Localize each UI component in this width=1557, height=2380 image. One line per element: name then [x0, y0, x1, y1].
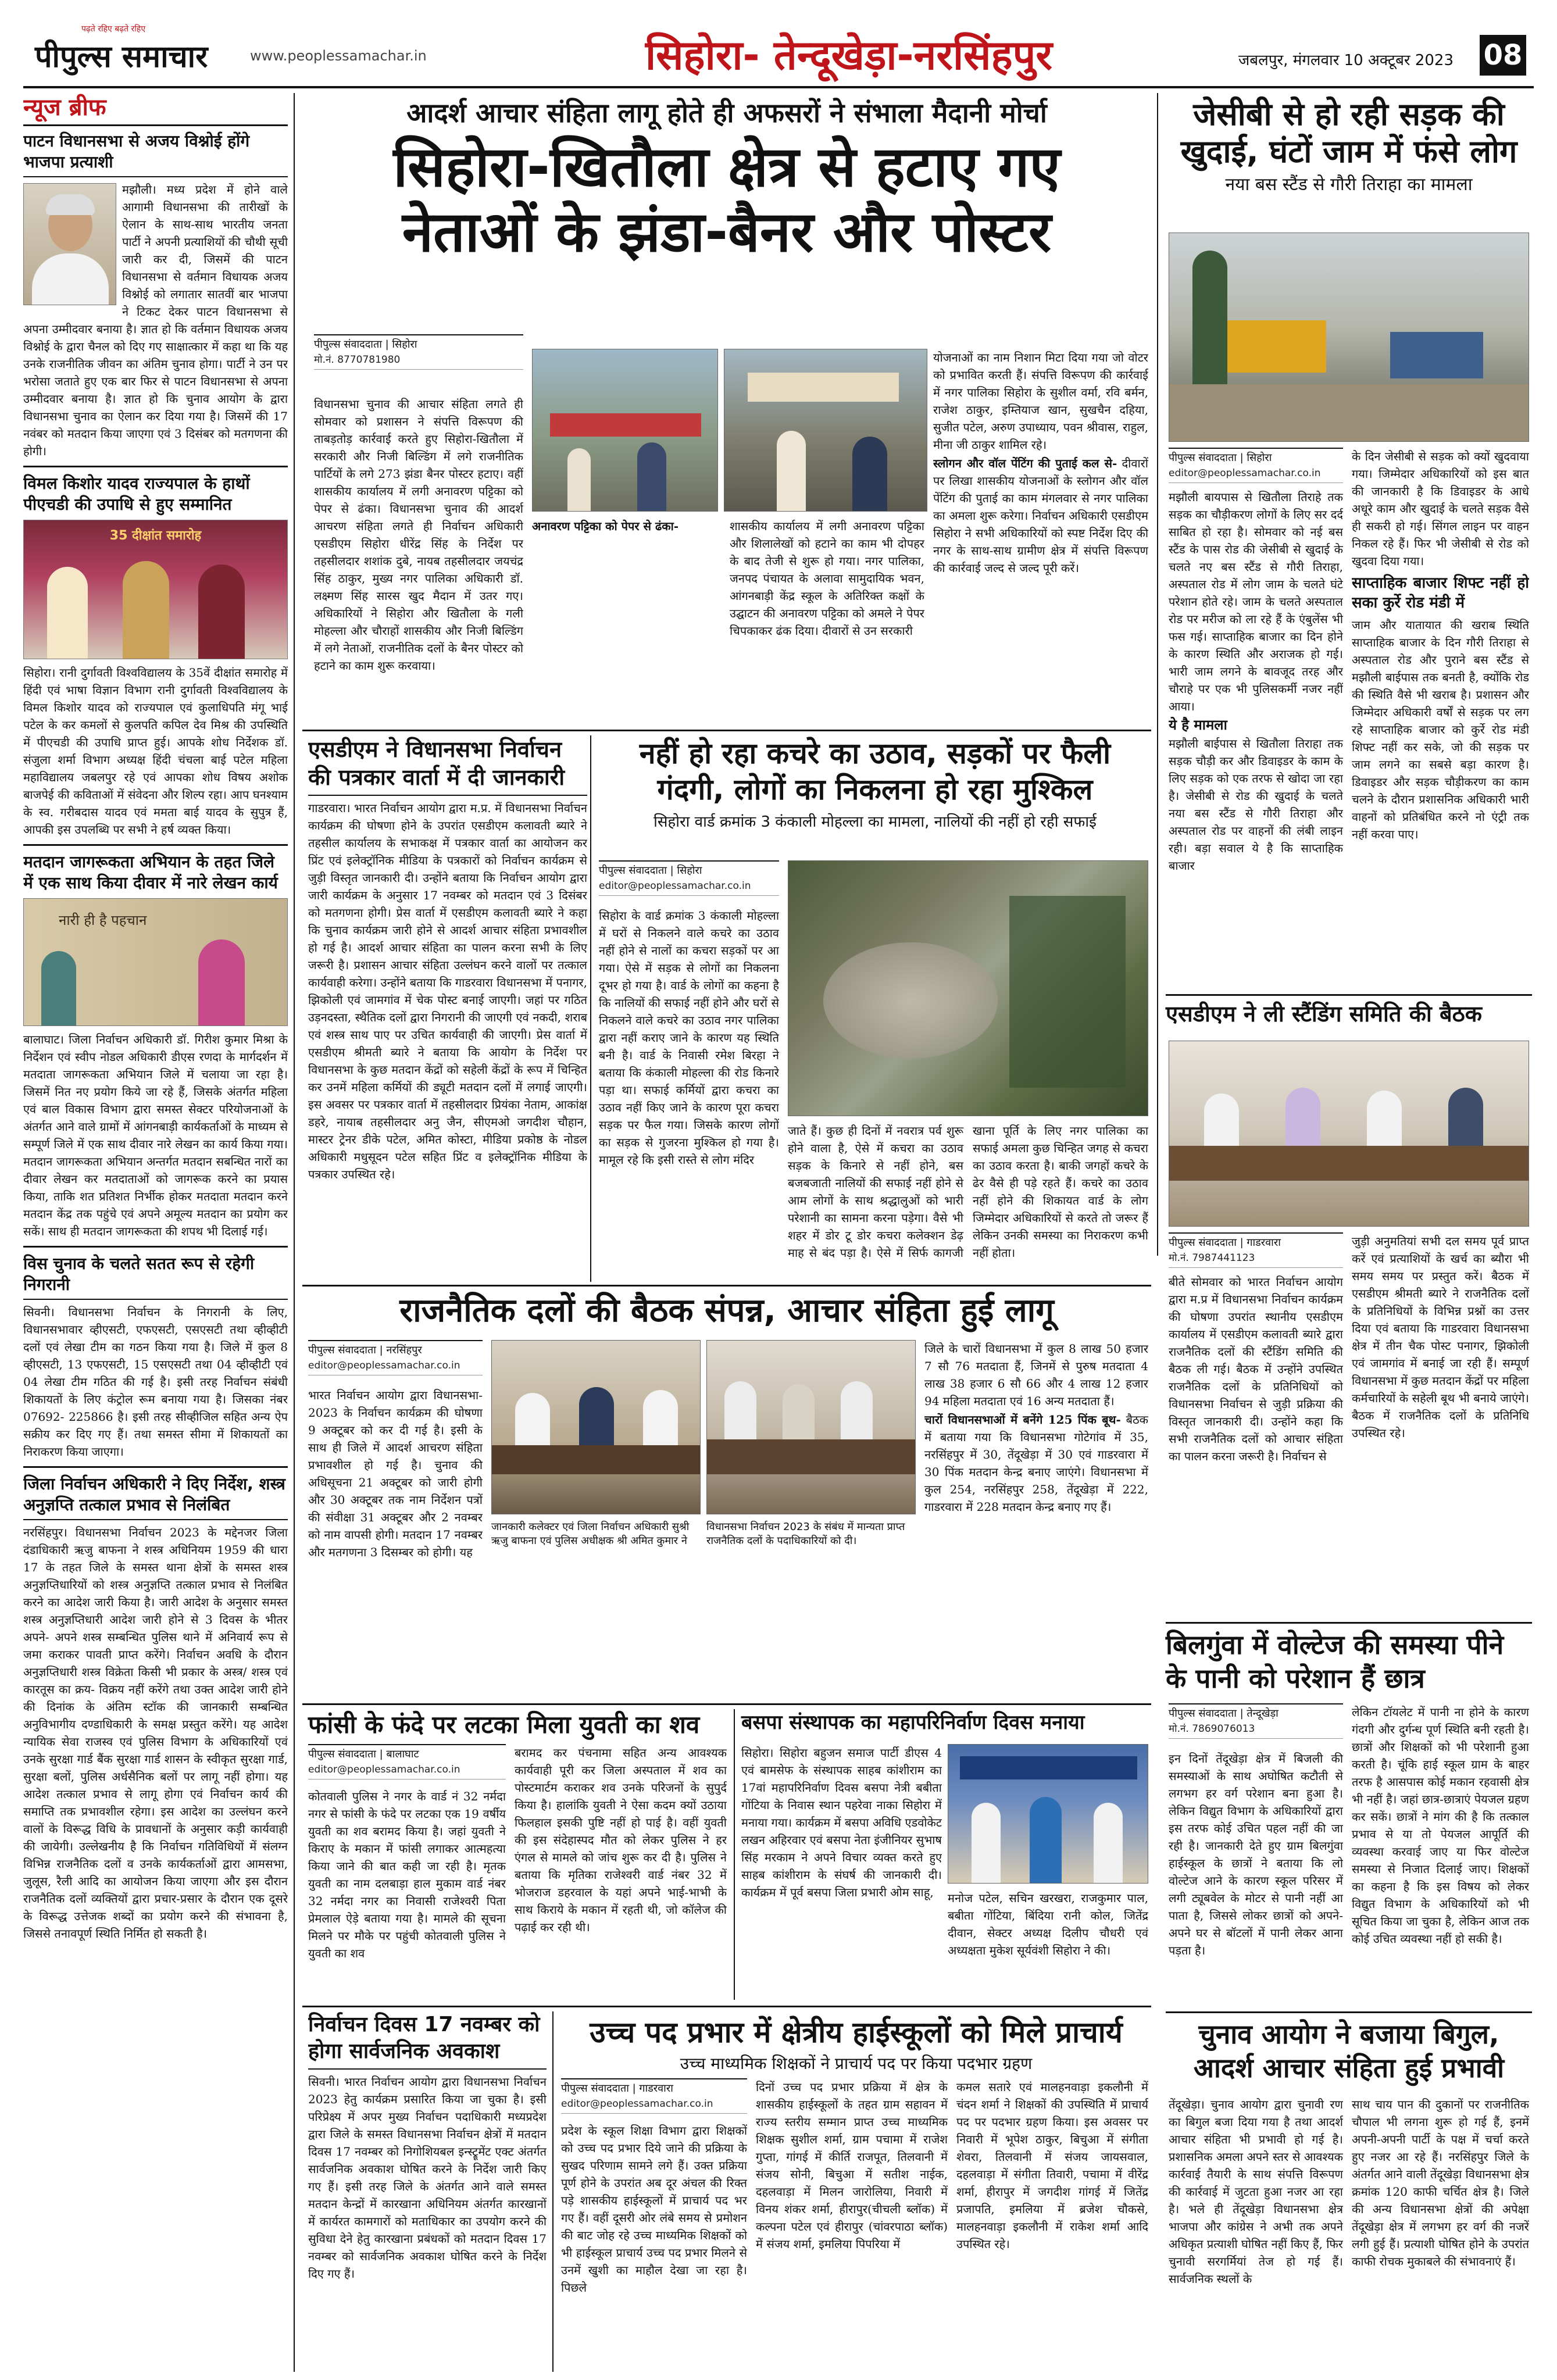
hanging-byline — [308, 1744, 506, 1783]
lead-col4-subtext: दीवारों पर लिखा शासकीय योजनाओं के स्लोगन और वॉल पेंटिंग की पुताई का काम मंगलवार से नगर पालिका का अमला शुरू करेगा। निर्वाचन अधिकारी एसडीएम सिहोरा ने सभी अधिकारियों को स्पष्ट निर्देश दिए की नगर के साथ-साथ ग्रामीण क्षेत्र में संपत्ति विरूपण की कार्रवाई जल्द से जल्द पूरी करें। — [933, 456, 1148, 575]
jcb-col1b-text: मझौली बाईपास से खितौला तिराहा तक सड़क चौड़ी कर और डिवाइडर के काम के लिए सड़क को एक तरफ से खोदा जा रहा है। जेसीबी से रोड की खुदाई के चलते नया बस स्टैंड से गौरी तिराहा और अस्पताल रोड पर वाहनों की लंबी लाइन रही। बड़ा सवाल ये है कि साप्ताहिक बाजार — [1169, 737, 1343, 873]
lead-byline — [314, 334, 523, 373]
hanging-story — [308, 1709, 727, 1741]
logo: पीपुल्स समाचार — [35, 40, 208, 74]
jcb-photo — [1169, 233, 1529, 442]
jcb-email: editor@peoplessamachar.co.in — [1169, 467, 1321, 479]
parties-byline-name: पीपुल्स संवाददाता | नरसिंहपुर — [308, 1344, 422, 1356]
jcb-col1 — [1169, 488, 1343, 988]
dateline: जबलपुर, मंगलवार 10 अक्टूबर 2023 — [1238, 52, 1454, 69]
voltage-byline-name: पीपुल्स संवाददाता | तेन्दूखेड़ा — [1169, 1707, 1279, 1720]
hanging-email: editor@peoplessamachar.co.in — [308, 1764, 460, 1775]
brief-item — [23, 473, 288, 838]
brief-headline: पाटन विधानसभा से अजय विश्नोई होंगे भाजपा प्रत्याशी — [23, 131, 250, 171]
jcb-subhead-3: साप्ताहिक बाजार शिफ्ट नहीं हो सका कुर्रे रोड मंडी में — [1352, 574, 1529, 612]
lead-col1: विधानसभा चुनाव की आचार संहिता लगते ही सोमवार को प्रशासन ने संपत्ति विरूपण की ताबड़तोड़ कार्रवाई करते हुए सिहोरा-खितौला में सरकारी और निजी बिल्डिंग में लगे राजनीतिक पार्टियों के लगे 273 झंडा बैनर पोस्टर हटाए। वहीं शासकीय कार्यालय में लगी अनावरण पट्टिका को पेपर से ढंका। विधानसभा चुनाव की आदर्श आचरण संहिता लगते ही निर्वाचन अधिकारी एसडीएम सिहोरा धीरेंद्र सिंह के निर्देश पर तहसीलदार शशांक दुबे, नायब तहसीलदार जयचंद्र सिंह ठाकुर, मुख्य नगर पालिका अधिकारी डॉ. लक्ष्मण सिंह सारस खुद मैदान में उतर गए। अधिकारियों ने सिहोरा और खितौला के गली मोहल्ला और चौराहों शासकीय और निजी बिल्डिंग में लगे नेताओं, राजनीतिक दलों के बैनर पोस्टर को हटाने का काम शुरू करवाया। — [314, 397, 523, 673]
jcb-col2b-text: जाम और यातायात की खराब स्थिति साप्ताहिक बाजार के दिन गौरी तिराहा से अस्पताल रोड और पुराने बस स्टैंड से मझौली बाईपास तक बनती है, क्योंकि रोड की स्थिति वैसे भी खराब है। प्रशासन और जिम्मेदार अधिकारी वर्षों से सड़क पर लग रहे साप्ताहिक बाजार को कुर्रे रोड मंडी शिफ्ट नहीं कर सके, जो की सड़क पर जाम लगने का सबसे बड़ा कारण है। डिवाइडर और सड़क चौड़ीकरण का काम चलने के दौरान प्रशासनिक अधिकारी भारी वाहनों को प्रतिबंधित करने नो एंट्री तक नहीं करवा पाए। — [1352, 618, 1529, 841]
lead-col4 — [933, 349, 1148, 727]
parties-byline — [308, 1340, 483, 1379]
hanging-col1: कोतवाली पुलिस ने नगर के वार्ड नं 32 नर्मदा नगर से फांसी के फंदे पर लटका एक 19 वर्षीय युवती का शव बरामद किया है। जहां युवती ने किराए के मकान में फांसी लगाकर आत्महत्या किया जाने की बात कही जा रही है। मृतक युवती का नाम दलबाड़ा हाल मुकाम वार्ड नंबर 32 नर्मदा नगर का निवासी राजेश्वरी पिता प्रेमलाल ऐड़े बताया गया है। मामले की सूचना मिलने पर मौके पर पहुंची कोतवाली पुलिस ने युवती का शव — [308, 1789, 506, 1960]
voltage-col2: लेकिन टॉयलेट में पानी ना होने के कारण गंदगी और दुर्गन्ध पूर्ण स्थिति बनी रहती है। छात्रों और शिक्षकों को भी परेशानी हुआ करती है। चूंकि हाई स्कूल ग्राम के बाहर तरफ है आसपास कोई मकान रहवासी क्षेत्र भी नहीं है। जहां छात्र-छात्राएं पेयजल ग्रहण कर सकें। छात्रों ने मांग की है कि तत्काल प्रभाव से या तो पेयजल आपूर्ति की व्यवस्था करवाई जाए या फिर वोल्टेज समस्या से निजात दिलाई जाए। शिक्षकों का कहना है कि इस विषय को लेकर विद्युत विभाग के अधिकारियों को भी सूचित किया जा चुका है, लेकिन आज तक कोई उचित व्यवस्था नहीं हो सकी है। — [1352, 1705, 1529, 1946]
brief-photo-portrait — [23, 183, 116, 305]
promotion-col3: कमल सतारे एवं मालहनवाड़ा इकलौनी में चंदन शर्मा ने शिक्षकों की उपस्थिति में प्राचार्य पद पर पदभार ग्रहण किया। इस अवसर पर निवारी में भूपेश ठाकुर, बिचुआ में संगीता शेवरा, तिलवानी में संजय जायसवाल, दहलवाड़ा में संगीता तिवारी, पचामा में वीरेंद्र शर्मा, हीरापुर में जगदीश गांगई में जितेंद्र प्रजापति, इमलिया में ब्रजेश चौकसे, मालहनवाड़ा इकलौनी में राकेश शर्मा आदि उपस्थित रहे। — [956, 2080, 1148, 2251]
committee-story — [1166, 1000, 1532, 1028]
jcb-subhead: नया बस स्टैंड से गौरी तिराहा का मामला — [1225, 174, 1473, 195]
brief-item — [23, 852, 288, 1240]
bugle-headline: चुनाव आयोग ने बजाया बिगुल, आदर्श आचार संहिता हुई प्रभावी — [1193, 2018, 1505, 2084]
lead-byline-name: पीपुल्स संवाददाता | सिहोरा — [314, 338, 417, 351]
brief-item — [23, 1474, 288, 1942]
brief-headline: मतदान जागरूकता अभियान के तहत जिले में एक साथ किया दीवार में नारे लेखन कार्य — [23, 852, 278, 892]
promotion-story — [561, 2014, 1151, 2075]
jcb-col2 — [1352, 448, 1529, 988]
garbage-headline-1: नहीं हो रहा कचरे का उठाव, सड़कों पर फैली — [639, 737, 1111, 770]
jcb-col2-text: के दिन जेसीबी से सड़क को क्यों खुदवाया गया। जिम्मेदार अधिकारियों को इस बात की जानकारी है कि डिवाइडर के आधे अधूरे काम और खुदाई के चलते सड़क वैसे ही सकरी हो गई। सिंगल लाइन पर वाहन निकल रहे हैं। फिर भी जेसीबी से रोड को खुदवा दिया गया। — [1352, 449, 1529, 568]
committee-col1: बीते सोमवार को भारत निर्वाचन आयोग द्वारा म.प्र में विधानसभा निर्वाचन कार्यक्रम की घोषणा उपरांत स्थानीय एसडीएम कार्यालय में एसडीएम कलावती ब्यारे द्वारा राजनैतिक दलों की स्टैंडिंग समिति की बैठक ली गई। बैठक में उन्होंने उपस्थित राजनैतिक दलों के प्रतिनिधियों को विधानसभा निर्वाचन से जुड़ी प्रक्रिया की विस्तृत जानकारी दी। उन्होंने कहा कि सभी राजनैतिक दलों को आचार संहिता का पालन करना जरूरी है। निर्वाचन से — [1169, 1275, 1343, 1463]
hanging-col2: बरामद कर पंचनामा सहित अन्य आवश्यक कार्यवाही पूरी कर जिला अस्पताल में शव का पोस्टमार्टम कराकर शव उनके परिजनों के सुपुर्द किया है। हालांकि युवती ने ऐसा कदम क्यों उठाया फिलहाल इसकी पुष्टि नहीं हो पाई है। वहीं युवती की इस संदेहास्पद मौत को लेकर पुलिस ने हर एंगल से मामले को जांच शुरू कर दी है। पुलिस ने बताया कि मृतिका राजेश्वरी वार्ड नंबर 32 में भोजराज डहरवाल के यहां अपने भाई-भाभी के साथ किराये के मकान में रहती थी, जो कॉलेज की पढ़ाई कर रही थी। — [515, 1746, 727, 1934]
sdm-headline: एसडीएम ने विधानसभा निर्वाचन की पत्रकार वार्ता में दी जानकारी — [308, 737, 565, 790]
parties-photo-2 — [706, 1340, 916, 1514]
logo-tagline: पढ़ते रहिए बढ़ते रहिए — [81, 24, 146, 34]
promotion-subhead: उच्च माध्यमिक शिक्षकों ने प्राचार्य पद पर किया पदभार ग्रहण — [680, 2054, 1033, 2073]
brief-text: मझौली। मध्य प्रदेश में होने वाले आगामी विधानसभा की तारीखों के ऐलान के साथ-साथ भारतीय जनता पार्टी ने अपनी प्रत्याशियों की चौथी सूची जारी कर दी, जिसमें की पाटन विधानसभा से वर्तमान विधायक अजय विश्नोई को लगातार सातवीं बार भाजपा ने टिकट देकर पाटन विधानसभा से अपना उम्मीदवार बनाया है। ज्ञात हो कि वर्तमान विधायक अजय विश्नोई के द्वारा चैनल को दिए गए साक्षात्कार में कहा था कि यह उनके राजनीतिक जीवन का अंतिम चुनाव होगा। पार्टी ने उन पर भरोसा जताते हुए एक बार फिर से पाटन विधानसभा से अपना उम्मीदवार बनाया है। ज्ञात हो कि चुनाव आयोग के द्वारा विधानसभा चुनाव का ऐलान कर दिया गया है। जिसमें की 17 नवंबर को मतदान किया जाएगा एवं 3 दिसंबर को मतगणना की होगी। — [23, 183, 288, 458]
lead-col4-subhead: स्लोगन और वॉल पेंटिंग की पुताई कल से- — [933, 456, 1117, 470]
brief-text: बालाघाट। जिला निर्वाचन अधिकारी डॉ. गिरीश कुमार मिश्रा के निर्देशन एवं स्वीप नोडल अधिकारी डीएस रणदा के मार्गदर्शन में मतदाता जागरूकता अभियान जिले में चलाया जा रहा है। जिसमें नित नए प्रयोग किये जा रहे हैं, जिसके अंतर्गत महिला एवं बाल विकास विभाग द्वारा समस्त सेक्टर परियोजनाओं के अंतर्गत आने वाले ग्रामों में आंगनबाड़ी कार्यकर्ताओं के माध्यम से सम्पूर्ण जिले में एक साथ दीवार नारे लेखन का कार्य किया गया। मतदान जागरूकता अभियान अन्तर्गत मतदान सबन्धित नारों का दीवार लेखन कर मतदाताओं को जागरूक करने का प्रयास किया, ताकि शत प्रतिशत निर्भीक होकर मतदाता मतदान करने मतदान केंद्र तक पहुंचे एवं अपने अमूल्य मतदान का प्रयोग कर सकें। साथ ही मतदान जागरूकता की शपथ भी दिलाई गई। — [23, 1032, 288, 1238]
news-brief-label: न्यूज ब्रीफ — [23, 94, 106, 121]
brief-photo-wall: नारी ही है पहचान — [23, 898, 288, 1026]
committee-mobile: मो.नं. 7987441123 — [1169, 1252, 1255, 1264]
parties-col2-subhead: चारों विधानसभाओं में बनेंगे 125 पिंक बूथ- — [924, 1413, 1121, 1427]
promotion-email: editor@peoplessamachar.co.in — [561, 2098, 713, 2110]
hanging-headline: फांसी के फंदे पर लटका मिला युवती का शव — [308, 1710, 700, 1739]
garbage-byline-name: पीपुल्स संवाददाता | सिहोरा — [599, 864, 702, 877]
jcb-subhead-2: ये है मामला — [1169, 717, 1227, 733]
committee-headline: एसडीएम ने ली स्टैंडिंग समिति की बैठक — [1166, 1001, 1482, 1027]
committee-col2: जुड़ी अनुमतियां सभी दल समय पूर्व प्राप्त करें एवं प्रत्याशियों के खर्च का ब्यौरा भी समय समय पर प्रस्तुत करें। बैठक में एसडीएम श्रीमती ब्यारे ने राजनैतिक दलों के प्रतिनिधियों के विभिन्न प्रश्नों का उत्तर दिया एवं बताया कि गाडरवारा विधानसभा क्षेत्र में तीन चैक पोस्ट पनागर, झिकोली एवं जामगांव में बनाई जा रही हैं। सम्पूर्ण विधानसभा में कुछ मतदान केंद्रों पर महिला कर्मचारियों के सहेली बूथ भी बनाये जाएंगे। बैठक में राजनैतिक दलों के प्रतिनिधि उपस्थित रहे। — [1352, 1234, 1529, 1440]
brief-text: सिहोरा। रानी दुर्गावती विश्वविद्यालय के 35वें दीक्षांत समारोह में हिंदी एवं भाषा विज्ञान विभाग रानी दुर्गावती विश्वविद्यालय के विमल किशोर यादव को राज्यपाल एवं कुलाधिपति मंगू भाई पटेल के कर कमलों से कुलपति कपिल देव मिश्र की उपस्थिति में पीएचडी की उपाधि प्राप्त हुई। आपके शोध निर्देशक डॉ. संजुला शर्मा विभाग अध्यक्ष हिंदी चंचला बाई पटेल महिला महाविद्यालय जबलपुर रहे एवं आपका शोध विषय अशोक बाजपेई की कविताओं में संवेदना और शिल्प रहा। आप घनश्याम के स्व. गरीबदास यादव एवं ममता बाई यादव के सुपुत्र हैं, आपकी इस उपलब्धि पर सभी ने हर्ष व्यक्त किया। — [23, 666, 288, 837]
lead-kicker: आदर्श आचार संहिता लागू होते ही अफसरों ने संभाला मैदानी मोर्चा — [406, 97, 1047, 128]
promotion-headline: उच्च पद प्रभार में क्षेत्रीय हाईस्कूलों को मिले प्राचार्य — [590, 2016, 1123, 2049]
jcb-byline — [1169, 448, 1343, 487]
promotion-col1: प्रदेश के स्कूल शिक्षा विभाग द्वारा शिक्षकों को उच्च पद प्रभार दिये जाने की प्रक्रिया के सुखद परिणाम सामने लगे हैं। उक्त प्रक्रिया पूर्ण होने के उपरांत अब दूर अंचल की रिक्त पड़े शासकीय हाईस्कूलों में प्राचार्य पद भर गए हैं। वहीं दूसरी ओर लंबे समय से प्रमोशन की बाट जोह रहे उच्च माध्यमिक शिक्षकों को भी हाईस्कूल प्राचार्य उच्च पद प्रभार मिलने से उनमें खुशी का माहौल देखा जा रहा है। पिछले — [561, 2124, 747, 2295]
voltage-story — [1166, 1628, 1532, 1695]
parties-photo-1-caption: जानकारी कलेक्टर एवं जिला निर्वाचन अधिकारी सुश्री ऋजु बाफना एवं पुलिस अधीक्षक श्री अमित कुमार ने — [491, 1521, 690, 1547]
jcb-byline-name: पीपुल्स संवाददाता | सिहोरा — [1169, 452, 1272, 464]
bugle-story — [1166, 2017, 1532, 2085]
bsp-photo — [948, 1744, 1148, 1884]
lead-photo-caption-label: अनावरण पट्टिका को पेपर से ढंका- — [532, 519, 679, 533]
lead-mobile: मो.नं. 8770781980 — [314, 354, 401, 366]
garbage-col2: जाते हैं। कुछ ही दिनों में नवरात्र पर्व शुरू होने वाला है, ऐसे में कचरा का उठाव सड़क के किनारे से नहीं होने, बस बजबजाती नालियों की सफाई नहीं होने से आम लोगों के साथ श्रद्धालुओं को भारी परेशानी का सामना करना पड़ेगा। वैसे भी शहर में डोर टू डोर कचरा कलेक्शन डेढ़ माह से बंद पड़ा है। ऐसे में सिर्फ कागजी खाना पूर्ति के लिए नगर पालिका का सफाई अमला कुछ चिन्हित जगह से कचरा का उठाव करता है। बाकी जगहों कचरे के ढेर वैसे ही पड़े रहते हैं। कचरे का उठाव नहीं होने की शिकायत वार्ड के लोग जिम्मेदार अधिकारियों से करते तो जरूर हैं लेकिन उनकी समस्या का निराकरण कभी नहीं होता। — [788, 1124, 1148, 1260]
garbage-story — [599, 735, 1151, 833]
parties-story — [302, 1291, 1151, 1331]
hanging-byline-name: पीपुल्स संवाददाता | बालाघाट — [308, 1748, 419, 1760]
garbage-headline-2: गंदगी, लोगों का निकलना हो रहा मुश्किल — [657, 773, 1093, 806]
committee-byline-name: पीपुल्स संवाददाता | गाडरवारा — [1169, 1237, 1281, 1249]
sdm-text: गाडरवारा। भारत निर्वाचन आयोग द्वारा म.प्र. में विधानसभा निर्वाचन कार्यक्रम की घोषणा होने के उपरांत एसडीएम कलावती ब्यारे ने तहसील कार्यालय के सभाकक्ष में पत्रकार वार्ता का आयोजन कर प्रिंट एवं इलेक्ट्रॉनिक मीडिया के पत्रकारों को निर्वाचन कार्यक्रम से जुड़ी विस्तृत जानकारी दी। उन्होंने बताया कि निर्वाचन आयोग द्वारा जारी कार्यक्रम के अनुसार 17 नवम्बर को मतदान एवं 3 दिसंबर को मतगणना होगी। प्रेस वार्ता में एसडीएम कलावती ब्यारे ने कहा कि चुनाव कार्यक्रम जारी होने से आदर्श आचार संहिता प्रभावशील हो गई है। आदर्श आचार संहिता का पालन करना सभी के लिए जरूरी है। प्रशासन आचार संहिता उल्लंघन करने वालों पर तत्काल कार्यवाही करेगा। उन्होंने बताया कि गाडरवारा विधानसभा में पनागर, झिकोली एवं जामगांव में चेक पोस्ट बनाई जाएगी। जहां पर गठित उड़नदस्ता, स्थैतिक दलों द्वारा निगरानी की जाएगी एवं नकदी, शराब एवं शस्त्र साथ पाए पर उचित कार्यवाही की जाएगी। प्रेस वार्ता में एसडीएम श्रीमती ब्यारे ने बताया कि आयोग के निर्देश पर विधानसभा के कुछ मतदान केंद्रों को सहेली केंद्रों के रूप में चिन्हित कर उनमें महिला कर्मियों की ड्यूटी मतदान दलों में लगाई जाएगी। इस अवसर पर पत्रकार वार्ता में तहसीलदार प्रियंका नेताम, आकांक्ष डहरे, नायाब तहसीलदार अनु जैन, सीएमओ जगदीश चौहान, मास्टर ट्रेनर डीके पटेल, अमित कोस्टा, मीडिया प्रकोष्ठ के नोडल अधिकारी मधुसूदन पटेल सहित प्रिंट व इलेक्ट्रॉनिक मीडिया के पत्रकार उपस्थित रहे। — [308, 801, 587, 1181]
brief-photo-convocation: 35 दीक्षांत समारोह — [23, 520, 288, 659]
bsp-caption: मनोज पटेल, सचिन खरखरा, राजकुमार पाल, बबीता गोंटिया, बिंदिया रानी कोल, जितेंद्र दीवान, सेक्टर अध्यक्ष दिलीप चौधरी एवं अध्यक्षता मुकेश सूर्यवंशी सिहोरा ने की। — [948, 1891, 1148, 1957]
lead-headline-1: सिहोरा-खितौला क्षेत्र से हटाए गए — [393, 134, 1060, 199]
parties-headline: राजनैतिक दलों की बैठक संपन्न, आचार संहिता हुई लागू — [399, 1292, 1054, 1330]
parties-photo-1 — [491, 1340, 701, 1514]
lead-col4-text: योजनाओं का नाम निशान मिटा दिया गया जो वोटर को प्रभावित करती हैं। संपत्ति विरूपण की कार्रवाई में नगर पालिका सिहोरा के सुशील वर्मा, रवि बर्मन, राजेश ठाकुर, इम्तियाज खान, सुखचैन दहिया, सुजीत पटेल, अरुण उपाध्याय, पवन श्रीवास, राहुल, मीना जी ठाकुर शामिल रहे। — [933, 351, 1148, 452]
bsp-headline: बसपा संस्थापक का महापरिनिर्वाण दिवस मनाया — [741, 1711, 1085, 1734]
committee-byline — [1169, 1232, 1343, 1271]
bugle-col2: साथ चाय पान की दुकानों पर राजनीतिक चौपाल भी लगना शुरू हो गई हैं, इनमें अपनी-अपनी पार्टी के पक्ष में चर्चा करते हुए नजर आ रहे हैं। नरसिंहपुर जिले के अंतर्गत आने वाली तेंदूखेड़ा विधानसभा क्षेत्र क्रमांक 120 काफी चर्चित क्षेत्र है। जिले की अन्य विधानसभा क्षेत्रों की अपेक्षा तेंदूखेड़ा क्षेत्र में लगभग हर वर्ग की नजरें लगी हुई हैं। प्रत्याशी घोषित होने के उपरांत काफी रोचक मुकाबले की संभावनाएं हैं। — [1352, 2097, 1529, 2268]
promotion-byline — [561, 2078, 747, 2117]
brief-text: नरसिंहपुर। विधानसभा निर्वाचन 2023 के मद्देनजर जिला दंडाधिकारी ऋजु बाफना ने शस्त्र अधिनियम 1959 की धारा 17 के तहत जिले के समस्त थाना क्षेत्रों के समस्त शस्त्र अनुज्ञप्तिधारियों को शस्त्र अनुज्ञप्ति तत्काल प्रभाव से निलंबित करने का आदेश जारी किया है। जारी आदेश के अनुसार समस्त शस्त्र अनुज्ञप्तिधारी आदेश जारी होने से 3 दिवस के भीतर अपने- अपने शस्त्र सम्बन्धित पुलिस थाने में अनिवार्य रूप से जमा कराकर पावती प्राप्त करेंगे। निर्वाचन अवधि के दौरान अनुज्ञप्तिधारी शस्त्र विक्रेता किसी भी प्रकार के अस्त्र/ शस्त्र एवं कारतूस का क्रय- विक्रय नहीं करेंगे तथा उक्त आदेश जारी होने की दिनांक के अंतिम स्टॉक की जानकारी सम्बन्धित अनुविभागीय दण्डाधिकारी के समक्ष प्रस्तुत करेंगे। यह आदेश न्यायिक सेवा राजस्व एवं पुलिस विभाग के अधिकारियों एवं उनके सुरक्षा गार्ड बैंक सुरक्षा गार्ड शासन के स्वीकृत सुरक्षा गार्ड, सुरक्षा बलों, पुलिस अर्धसैनिक बलों पर लागू नहीं होगा। यह आदेश तत्काल प्रभाव से लागू होगा एवं निर्वाचन कार्य की समाप्ति तक प्रभावशील रहेगा। इस आदेश का उल्लंघन करने वालों के विरूद्ध विधि के प्रावधानों के अनुसार कड़ी कार्यवाही की जायेगी। उल्लेखनीय है कि निर्वाचन गतिविधियों में संलग्न विभिन्न राजनैतिक दलों व उनके कार्यकर्ताओं द्वारा आमसभा, जुलूस, रैली आदि का आयोजन किया जाएगा और इस दौरान राजनैतिक दलों व्यक्तियों द्वारा प्रचार-प्रसार के दौरान एक दूसरे के विरूद्ध उत्तेजक शब्दों का प्रयोग करने की संभावना है, जिससे तनावपूर्ण स्थिति निर्मित हो सकती है। — [23, 1525, 288, 1941]
brief-headline: विस चुनाव के चलते सतत रूप से रहेगी निगरानी — [23, 1254, 255, 1294]
brief-item — [23, 1253, 288, 1460]
section-title: सिहोरा- तेन्दूखेड़ा-नरसिंहपुर — [645, 31, 1052, 79]
bsp-story — [741, 1709, 1151, 1736]
garbage-col1: सिहोरा के वार्ड क्रमांक 3 कंकाली मोहल्ला में घरों से निकलने वाले कचरे का उठाव नहीं होने से नालों का कचरा सड़कों पर आ गया। ऐसे में सड़क से लोगों का निकलना दूभर हो गया है। वार्ड के लोगों का कहना है कि नालियों की सफाई नहीं होने और घरों से निकलने वाले कचरे का उठाव नगर पालिका द्वारा नहीं कराए जाने के कारण यह स्थिति बनी है। वार्ड के निवासी रमेश बिरहा ने बताया कि कंकाली मोहल्ला की रोड किनारे पड़ा था। सफाई कर्मियों द्वारा कचरा का उठाव नहीं किए जाने के कारण पूरा कचरा सड़क पर फैल गया। जिसके कारण लोगों का सड़क से गुजरना मुश्किल हो गया है। मामूल रहे कि इसी रास्ते से लोग मंदिर — [599, 909, 779, 1167]
site-url: www.peoplessamachar.in — [250, 48, 427, 64]
parties-col2-subtext: बैठक में बताया गया कि विधानसभा गोटेगांव में 35, नरसिंहपुर में 30, तेंदूखेड़ा में 30 एवं गाडरवारा में 30 पिंक मतदान केन्द्र बनाए जाएंगे। विधानसभा में कुल 254, नरसिंहपुर 258, तेंदूखेड़ा में 222, गाडरवारा में 228 मतदान केन्द्र बनाए गए हैं। — [924, 1413, 1148, 1514]
lead-headline-2: नेताओं के झंडा-बैनर और पोस्टर — [402, 199, 1052, 265]
garbage-byline — [599, 860, 779, 899]
parties-email: editor@peoplessamachar.co.in — [308, 1360, 460, 1371]
sdm-story — [308, 735, 587, 1282]
jcb-story — [1166, 96, 1532, 196]
brief-text: सिवनी। विधानसभा निर्वाचन के निगरानी के लिए, विधानसभावार व्हीएसटी, एफएसटी, एसएसटी तथा व्हीव्हीटी दलों एवं लेखा टीम का गठन किया गया है। जिले में कुल 8 व्हीएसटी, 13 एफएसटी, 15 एसएसटी तथा 04 व्हीव्हीटी एवं 04 लेखा टीम गठित की गई है। इसी तरह निर्वाचन संबंधी शिकायतों के लिए कंट्रोल रूम बनाया गया है। जिसका नंबर 07692- 225866 है। इसी तरह सीव्हीजिल सहित अन्य ऐप सक्रीय कर दिए गए हैं। तथा समस्त सीमा में शिकायतों का निराकरण किया जाएगा। — [23, 1305, 288, 1459]
voltage-headline: बिलगुंवा में वोल्टेज की समस्या पीने के पानी को परेशान हैं छात्र — [1166, 1629, 1504, 1694]
promotion-col2: दिनों उच्च पद प्रभार प्रक्रिया में क्षेत्र के शासकीय हाईस्कूलों के तहत ग्राम सहावन में राज्य स्तरीय सम्मान प्राप्त उच्च माध्यमिक शिक्षक सुशील शर्मा, ग्राम पचामा में राजेश गुप्ता, गांगई में कीर्ति राजपूत, तिलवानी में संजय सोनी, बिचुआ में सतीश नाईक, दहलवाड़ा में मिलन जारोलिया, निवारी में विनय शंकर शर्मा, हीरापुर(चीचली ब्लॉक) में कल्पना पटेल एवं हीरापुर (चांवरपाठा ब्लॉक) में संजय शर्मा, इमलिया पिपरिया में — [756, 2080, 948, 2251]
holiday-story — [308, 2011, 547, 2372]
jcb-headline: जेसीबी से हो रही सड़क की खुदाई, घंटों जाम में फंसे लोग — [1180, 96, 1517, 170]
parties-col2-text: जिले के चारों विधानसभा में कुल 8 लाख 50 हजार 7 सौ 76 मतदाता हैं, जिनमें से पुरुष मतदाता 4 लाख 38 हजार 6 सौ 66 और 4 लाख 12 हजार 94 महिला मतदाता एवं 16 अन्य मतदाता हैं। — [924, 1342, 1148, 1408]
parties-col1: भारत निर्वाचन आयोग द्वारा विधानसभा- 2023 के निर्वाचन कार्यक्रम की घोषणा 9 अक्टूबर को कर दी गई है। इसी के साथ ही जिले में आदर्श आचरण संहिता प्रभावशील हो गई है। चुनाव की अधिसूचना 21 अक्टूबर को जारी होगी और 30 अक्टूबर तक नाम निर्देशन पत्रों की संवीक्षा 31 अक्टूबर और 2 नवम्बर को नाम वापसी होगी। मतदान 17 नवम्बर और मतगणना 3 दिसम्बर को होगी। यह — [308, 1388, 483, 1559]
lead-photo-1 — [532, 349, 718, 512]
lead-col2 — [532, 517, 724, 727]
voltage-byline — [1169, 1703, 1343, 1742]
holiday-text: सिवनी। भारत निर्वाचन आयोग द्वारा विधानसभा निर्वाचन 2023 हेतु कार्यक्रम प्रसारित किया जा चुका है। इसी परिप्रेक्ष्य में अपर मुख्य निर्वाचन पदाधिकारी मध्यप्रदेश द्वारा जिले के समस्त विधानसभा निर्वाचन क्षेत्रों में मतदान दिवस 17 नवम्बर को निगोशियबल इन्स्ट्रूमेंट एक्ट अंतर्गत सार्वजनिक अवकाश घोषित करने के निर्देश जारी किए गए हैं। इसी तरह जिले के अंतर्गत आने वाले समस्त मतदान केन्द्रों में कारखाना अधिनियम अंतर्गत कारखानों में कार्यरत कामगारों को मताधिकार का उपयोग करने की सुविधा देने हेतु कारखाना प्रबंधकों को मतदान दिवस 17 नवम्बर को सार्वजनिक अवकाश घोषित करने के निर्देश दिए गए हैं। — [308, 2075, 547, 2281]
parties-col2 — [924, 1340, 1148, 1700]
garbage-email: editor@peoplessamachar.co.in — [599, 880, 751, 892]
brief-headline: विमल किशोर यादव राज्यपाल के हाथों पीएचडी की उपाधि से हुए सम्मानित — [23, 474, 250, 514]
jcb-col1-text: मझौली बायपास से खितौला तिराहे तक सड़क का चौड़ीकरण लोगों के लिए सर दर्द साबित हो रहा है। सोमवार को नई बस स्टैंड के पास रोड की जेसीबी से खुदाई के चलते नए बस स्टैंड से गौरी तिराहा, अस्पताल रोड में लोग जाम के चलते घंटे परेशान होते रहे। जाम के चलते अस्पताल रोड पर मरीज को ला रहे हैं के एंबुलेंस भी फस गई। साप्ताहिक बाजार का दिन होने के कारण स्थिति और अराजक हो गई। भारी जाम लगने के बावजूद तरह और चौराहे पर एक भी पुलिसकर्मी नजर नहीं आया। — [1169, 490, 1343, 713]
page-number: 08 — [1480, 35, 1526, 76]
parties-photo-2-caption: विधानसभा निर्वाचन 2023 के संबंध में मान्यता प्राप्त राजनैतिक दलों के पदाधिकारियों को दी। — [706, 1521, 905, 1547]
holiday-headline: निर्वाचन दिवस 17 नवम्बर को होगा सार्वजनिक अवकाश — [308, 2013, 540, 2063]
voltage-mobile: मो.नं. 7869076013 — [1169, 1723, 1255, 1735]
garbage-photo — [788, 860, 1148, 1116]
brief-headline: जिला निर्वाचन अधिकारी ने दिए निर्देश, शस्त्र अनुज्ञप्ति तत्काल प्रभाव से निलंबित — [23, 1474, 285, 1514]
masthead — [0, 0, 1557, 87]
promotion-byline-name: पीपुल्स संवाददाता | गाडरवारा — [561, 2082, 673, 2095]
brief-item — [23, 131, 288, 460]
news-brief-column — [23, 93, 288, 2372]
lead-photo-2 — [724, 349, 927, 512]
voltage-col1: इन दिनों तेंदूखेड़ा क्षेत्र में बिजली की समस्याओं के साथ अघोषित कटौती से लगभग हर वर्ग परेशान बना हुआ है। लेकिन विद्युत विभाग के अधिकारियों द्वारा इस तरफ कोई उचित पहल नहीं की जा रही है। जानकारी देते हुए ग्राम बिलगुंवा हाईस्कूल के छात्रों ने बताया कि लो वोल्टेज आने के कारण स्कूल परिसर में लगी ट्यूबवेल के मोटर से पानी नहीं आ पाता है, जिससे लोकर छात्रों को अपने-अपने घर से बॉटलों में पानी लेकर आना पड़ता है। — [1169, 1752, 1343, 1957]
committee-photo — [1169, 1041, 1529, 1227]
lead-col3: शासकीय कार्यालय में लगी अनावरण पट्टिका और शिलालेखों को हटाने का काम भी दोपहर के बाद तेजी से शुरू हो गया। नगर पालिका, जनपद पंचायत के अलावा सामुदायिक भवन, आंगनबाड़ी केंद्र स्कूल के अतिरिक्त कक्षों के उद्घाटन की अनावरण पट्टिका को अमले ने पेपर चिपकाकर ढंक दिया। दीवारों से उन सरकारी — [730, 519, 924, 638]
bugle-col1: तेंदूखेड़ा। चुनाव आयोग द्वारा चुनावी रण का बिगुल बजा दिया गया है तथा आदर्श आचार संहिता भी प्रभावी हो गई है। प्रशासनिक अमला अपने स्तर से आवश्यक कार्रवाई तैयारी के साथ संपत्ति विरूपण की कार्रवाई में जुटता हुआ नजर आ रहा है। भले ही तेंदूखेड़ा विधानसभा क्षेत्र भाजपा और कांग्रेस ने अभी तक अपने अधिकृत प्रत्याशी घोषित नहीं किए हैं, फिर चुनावी सरगर्मियां तेज हो गई हैं। सार्वजनिक स्थलों के — [1169, 2097, 1343, 2286]
bsp-text: सिहोरा। सिहोरा बहुजन समाज पार्टी डीएस 4 एवं बामसेफ के संस्थापक साहब कांशीराम का 17वां महापरिनिर्वाण दिवस बसपा नेत्री बबीता गोंटिया के निवास स्थान पहरेवा नाका सिहोरा में मनाया गया। कार्यक्रम में बसपा अविधि एडवोकेट लखन अहिरवार एवं बसपा नेता इंजीनियर सुभाष सिंह मरकाम ने अपने विचार व्यक्त करते हुए साहब कांशीराम के संघर्ष की जानकारी दी। कार्यक्रम में पूर्व बसपा जिला प्रभारी ओम साहू, — [741, 1746, 942, 1899]
garbage-subhead: सिहोरा वार्ड क्रमांक 3 कंकाली मोहल्ला का मामला, नालियों की नहीं हो रही सफाई — [653, 813, 1097, 831]
